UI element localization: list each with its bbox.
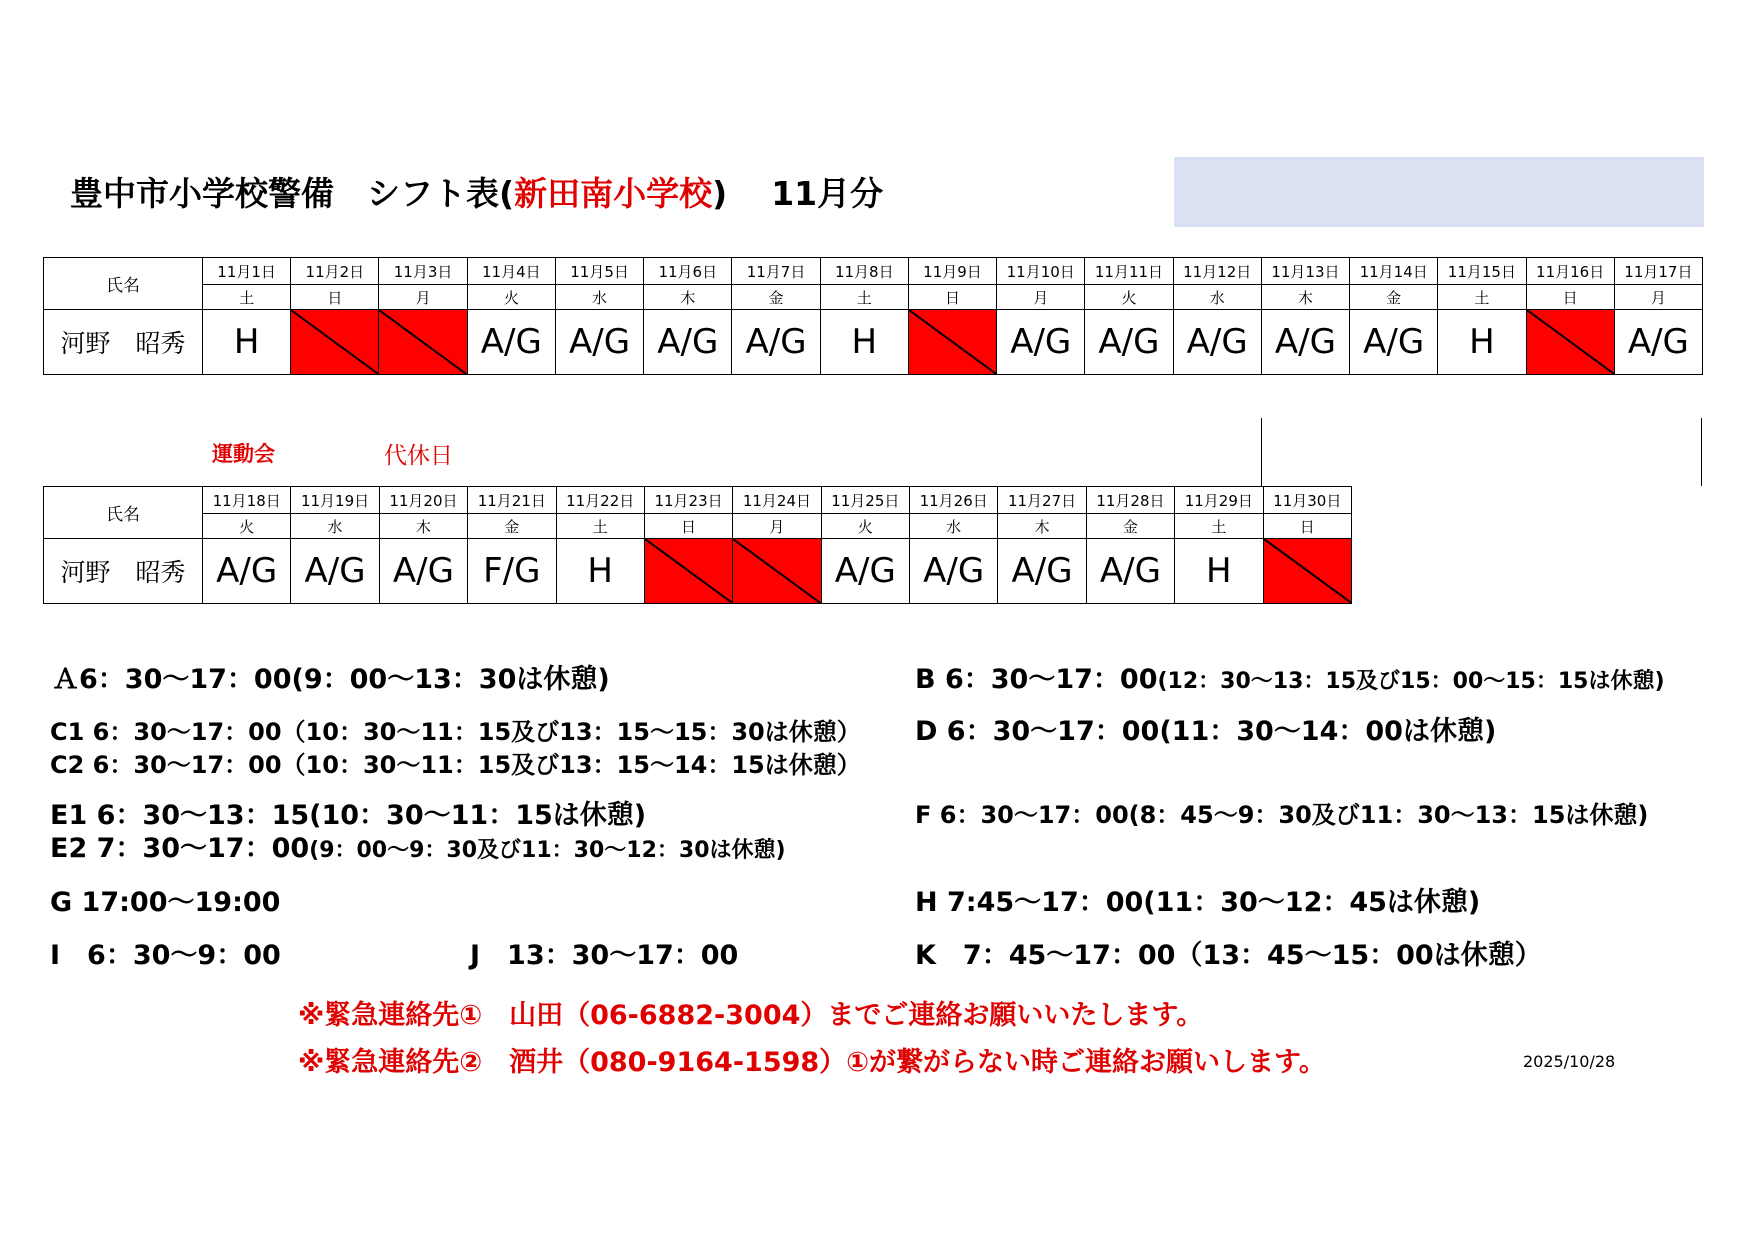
day-off-cell bbox=[1263, 539, 1352, 604]
date-row bbox=[44, 487, 1352, 514]
date-cell: 11月29日 bbox=[1175, 487, 1263, 514]
page-title bbox=[70, 168, 883, 215]
shift-table-week1 bbox=[43, 257, 1703, 375]
employee-name: 河野 昭秀 bbox=[44, 539, 203, 604]
shift-table-week2 bbox=[43, 486, 1352, 604]
date-cell: 11月10日 bbox=[997, 258, 1085, 285]
shift-code-cell: H bbox=[556, 539, 644, 604]
date-cell: 11月27日 bbox=[998, 487, 1086, 514]
day-of-week-cell: 土 bbox=[556, 514, 644, 539]
day-off-cell bbox=[379, 310, 467, 375]
dow-row bbox=[44, 514, 1352, 539]
title-school: 新田南小学校 bbox=[514, 174, 713, 213]
date-row bbox=[44, 258, 1703, 285]
date-cell: 11月8日 bbox=[820, 258, 908, 285]
legend-D: D 6：30～17：00(11：30～14：00は休憩) bbox=[915, 716, 1497, 747]
day-of-week-cell: 火 bbox=[821, 514, 909, 539]
legend-B-note: (12：30～13：15及び15：00～15：15は休憩) bbox=[1157, 669, 1665, 694]
day-of-week-cell: 水 bbox=[1173, 285, 1261, 310]
day-off-slash bbox=[1264, 539, 1352, 603]
legend-I: I 6：30～9：00 bbox=[50, 940, 281, 971]
legend-C2: C2 6：30～17：00（10：30～11：15及び13：15～14：15は休憩） bbox=[50, 751, 861, 779]
day-of-week-cell: 土 bbox=[203, 285, 291, 310]
date-cell: 11月17日 bbox=[1614, 258, 1702, 285]
shift-code-cell: A/G bbox=[998, 539, 1086, 604]
legend-B bbox=[915, 657, 1665, 696]
date-cell: 11月11日 bbox=[1085, 258, 1173, 285]
blank-highlight-box bbox=[1174, 157, 1704, 227]
day-of-week-cell: 火 bbox=[467, 285, 555, 310]
legend-G: G 17:00～19:00 bbox=[50, 887, 281, 918]
day-of-week-cell: 木 bbox=[998, 514, 1086, 539]
date-cell: 11月30日 bbox=[1263, 487, 1352, 514]
legend-B-main: B 6：30～17：00 bbox=[915, 664, 1158, 695]
day-off-slash bbox=[291, 310, 378, 374]
name-header: 氏名 bbox=[44, 258, 203, 310]
legend-E2-note: (9：00～9：30及び11：30～12：30は休憩) bbox=[309, 838, 786, 863]
divider-line bbox=[1701, 418, 1702, 486]
day-of-week-cell: 月 bbox=[379, 285, 467, 310]
day-of-week-cell: 土 bbox=[1175, 514, 1263, 539]
date-cell: 11月13日 bbox=[1261, 258, 1349, 285]
shift-code-cell: A/G bbox=[644, 310, 732, 375]
shift-code-cell: H bbox=[820, 310, 908, 375]
date-cell: 11月14日 bbox=[1350, 258, 1438, 285]
legend-F: F 6：30～17：00(8：45～9：30及び11：30～13：15は休憩) bbox=[915, 801, 1649, 829]
day-off-cell bbox=[733, 539, 821, 604]
day-of-week-cell: 木 bbox=[644, 285, 732, 310]
divider-line bbox=[1261, 418, 1262, 486]
date-cell: 11月9日 bbox=[908, 258, 996, 285]
issue-date: 2025/10/28 bbox=[1523, 1052, 1616, 1071]
day-off-slash bbox=[379, 310, 466, 374]
date-cell: 11月1日 bbox=[203, 258, 291, 285]
day-off-cell bbox=[644, 539, 732, 604]
day-of-week-cell: 水 bbox=[291, 514, 379, 539]
shift-code-cell: H bbox=[1438, 310, 1526, 375]
employee-name: 河野 昭秀 bbox=[44, 310, 203, 375]
legend-K: K 7：45～17：00（13：45～15：00は休憩） bbox=[915, 940, 1542, 971]
title-month: 11月分 bbox=[771, 174, 884, 213]
title-close: ) bbox=[712, 174, 728, 213]
shift-code-cell: A/G bbox=[1085, 310, 1173, 375]
shift-code-cell: A/G bbox=[379, 539, 467, 604]
shift-code-cell: H bbox=[1175, 539, 1263, 604]
shift-code-cell: A/G bbox=[997, 310, 1085, 375]
shift-code-cell: A/G bbox=[1261, 310, 1349, 375]
date-cell: 11月15日 bbox=[1438, 258, 1526, 285]
date-cell: 11月2日 bbox=[291, 258, 379, 285]
legend-C1: C1 6：30～17：00（10：30～11：15及び13：15～15：30は休憩） bbox=[50, 718, 861, 746]
date-cell: 11月22日 bbox=[556, 487, 644, 514]
day-of-week-cell: 金 bbox=[1350, 285, 1438, 310]
shift-code-cell: H bbox=[203, 310, 291, 375]
day-of-week-cell: 土 bbox=[820, 285, 908, 310]
day-of-week-cell: 金 bbox=[468, 514, 556, 539]
day-of-week-cell: 火 bbox=[203, 514, 291, 539]
day-of-week-cell: 月 bbox=[1614, 285, 1702, 310]
shift-row bbox=[44, 539, 1352, 604]
legend-E1: E1 6：30～13：15(10：30～11：15は休憩) bbox=[50, 800, 647, 831]
day-of-week-cell: 日 bbox=[644, 514, 732, 539]
day-of-week-cell: 日 bbox=[908, 285, 996, 310]
day-off-slash bbox=[909, 310, 996, 374]
substitute-holiday-label: 代休日 bbox=[384, 443, 453, 469]
sports-day-label: 運動会 bbox=[212, 442, 275, 466]
date-cell: 11月19日 bbox=[291, 487, 379, 514]
day-of-week-cell: 月 bbox=[733, 514, 821, 539]
day-of-week-cell: 金 bbox=[1086, 514, 1174, 539]
day-off-slash bbox=[733, 539, 820, 603]
date-cell: 11月12日 bbox=[1173, 258, 1261, 285]
date-cell: 11月28日 bbox=[1086, 487, 1174, 514]
date-cell: 11月16日 bbox=[1526, 258, 1614, 285]
dow-row bbox=[44, 285, 1703, 310]
legend-E2 bbox=[50, 826, 786, 865]
legend-E2-main: E2 7：30～17：00 bbox=[50, 833, 310, 864]
date-cell: 11月20日 bbox=[379, 487, 467, 514]
day-of-week-cell: 土 bbox=[1438, 285, 1526, 310]
day-of-week-cell: 水 bbox=[555, 285, 643, 310]
date-cell: 11月7日 bbox=[732, 258, 820, 285]
date-cell: 11月26日 bbox=[910, 487, 998, 514]
day-of-week-cell: 日 bbox=[291, 285, 379, 310]
shift-code-cell: F/G bbox=[468, 539, 556, 604]
emergency-contact-2: ※緊急連絡先② 酒井（080-9164-1598）①が繋がらない時ご連絡お願いします。 bbox=[298, 1047, 1326, 1078]
date-cell: 11月25日 bbox=[821, 487, 909, 514]
shift-code-cell: A/G bbox=[1173, 310, 1261, 375]
day-of-week-cell: 水 bbox=[910, 514, 998, 539]
day-of-week-cell: 火 bbox=[1085, 285, 1173, 310]
date-cell: 11月23日 bbox=[644, 487, 732, 514]
day-off-cell bbox=[908, 310, 996, 375]
legend-A: Ａ6：30～17：00(9：00～13：30は休憩) bbox=[52, 664, 610, 695]
shift-code-cell: A/G bbox=[1614, 310, 1702, 375]
day-of-week-cell: 木 bbox=[379, 514, 467, 539]
shift-code-cell: A/G bbox=[467, 310, 555, 375]
date-cell: 11月6日 bbox=[644, 258, 732, 285]
day-off-slash bbox=[1527, 310, 1614, 374]
day-off-cell bbox=[291, 310, 379, 375]
date-cell: 11月5日 bbox=[555, 258, 643, 285]
day-of-week-cell: 日 bbox=[1526, 285, 1614, 310]
date-cell: 11月21日 bbox=[468, 487, 556, 514]
shift-code-cell: A/G bbox=[1350, 310, 1438, 375]
shift-row bbox=[44, 310, 1703, 375]
day-of-week-cell: 金 bbox=[732, 285, 820, 310]
day-of-week-cell: 木 bbox=[1261, 285, 1349, 310]
date-cell: 11月18日 bbox=[203, 487, 291, 514]
day-of-week-cell: 月 bbox=[997, 285, 1085, 310]
shift-code-cell: A/G bbox=[821, 539, 909, 604]
title-main: 豊中市小学校警備 シフト表( bbox=[70, 174, 515, 213]
day-of-week-cell: 日 bbox=[1263, 514, 1352, 539]
shift-code-cell: A/G bbox=[1086, 539, 1174, 604]
day-off-slash bbox=[645, 539, 732, 603]
shift-code-cell: A/G bbox=[203, 539, 291, 604]
shift-code-cell: A/G bbox=[291, 539, 379, 604]
shift-code-cell: A/G bbox=[555, 310, 643, 375]
emergency-contact-1: ※緊急連絡先① 山田（06-6882-3004）までご連絡お願いいたします。 bbox=[298, 1000, 1204, 1031]
legend-H: H 7:45～17：00(11：30～12：45は休憩) bbox=[915, 887, 1481, 918]
day-off-cell bbox=[1526, 310, 1614, 375]
date-cell: 11月3日 bbox=[379, 258, 467, 285]
legend-J: J 13：30～17：00 bbox=[470, 940, 739, 971]
date-cell: 11月24日 bbox=[733, 487, 821, 514]
shift-code-cell: A/G bbox=[732, 310, 820, 375]
shift-code-cell: A/G bbox=[910, 539, 998, 604]
date-cell: 11月4日 bbox=[467, 258, 555, 285]
name-header: 氏名 bbox=[44, 487, 203, 539]
